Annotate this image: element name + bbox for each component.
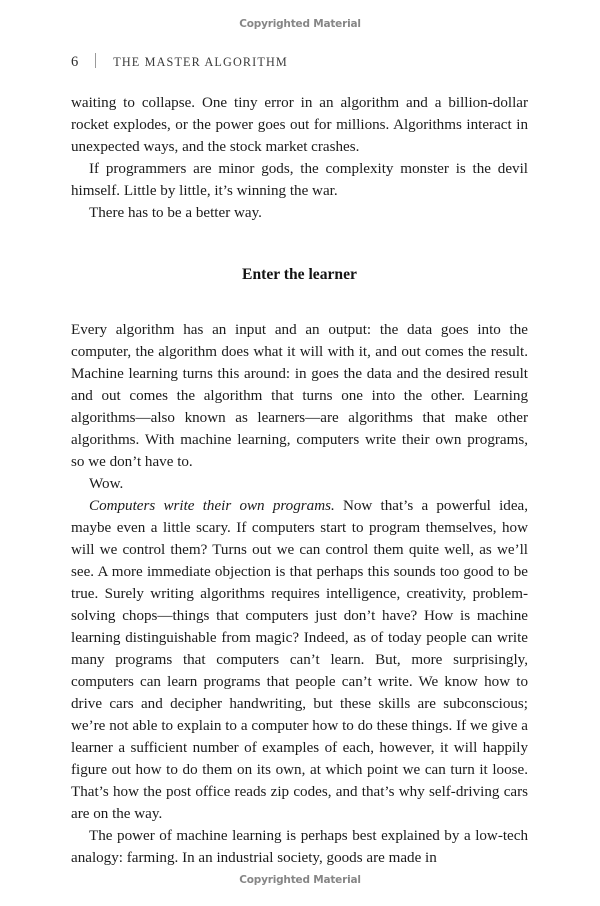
running-head (71, 51, 288, 70)
running-head-title: THE MASTER ALGORITHM (113, 55, 288, 69)
paragraph-6 (71, 495, 528, 825)
heading-spacer-bottom (71, 286, 528, 319)
paragraph-6-italic-lead: Computers write their own programs. (89, 498, 335, 515)
paragraph-4: Every algorithm has an input and an output: the data goes into the computer, the algorithm does what it will with it, and out comes the result. Machine learning turns this around: in goes the data and the desired result and out comes the algorithm that turns one into the other. Learning algorithms—also known as learners—are algorithms that make other algorithms. With machine learning, computers write their own programs, so we don’t have to. (71, 322, 528, 471)
body-text-block (71, 92, 528, 869)
copyright-watermark-top: Copyrighted Material (239, 18, 361, 30)
paragraph-7: The power of machine learning is perhaps best explained by a low-tech analogy: farming. In an industrial society, goods are made in (71, 828, 528, 867)
page-number: 6 (71, 54, 79, 70)
paragraph-2: If programmers are minor gods, the complexity monster is the devil himself. Little by little, it’s winning the war. (71, 161, 528, 200)
copyright-watermark-bottom: Copyrighted Material (239, 874, 361, 886)
paragraph-6-rest: Now that’s a powerful idea, maybe even a little scary. If computers start to program themselves, how will we control them? Turns out we can control them quite well, as we’ll see. A more immediate objection is that perhaps this sounds too good to be true. Surely writing algorithms requires intelligence, creativity, problem-solving chops—things that computers just don’t have? How is machine learning distinguishable from magic? Indeed, as of today people can write many programs that computers can’t learn. But, more surprisingly, computers can learn programs that people can’t write. We know how to drive cars and decipher handwriting, but these skills are subconscious; we’re not able to explain to a computer how to do these things. If we give a learner a sufficient number of examples of each, however, it will happily figure out how to do them on its own, at which point we can turn it loose. That’s how the post office reads zip codes, and that’s why self-driving cars are on the way. (71, 498, 528, 823)
running-head-divider (95, 53, 96, 68)
paragraph-5: Wow. (89, 476, 124, 493)
paragraph-1: waiting to collapse. One tiny error in an algorithm and a billion-dollar rocket explodes, or the power goes out for millions. Algorithms interact in unexpected ways, and the stock market crashes. (71, 95, 528, 156)
paragraph-3: There has to be a better way. (89, 205, 262, 222)
section-heading: Enter the learner (242, 266, 357, 284)
heading-spacer-top (71, 224, 528, 264)
